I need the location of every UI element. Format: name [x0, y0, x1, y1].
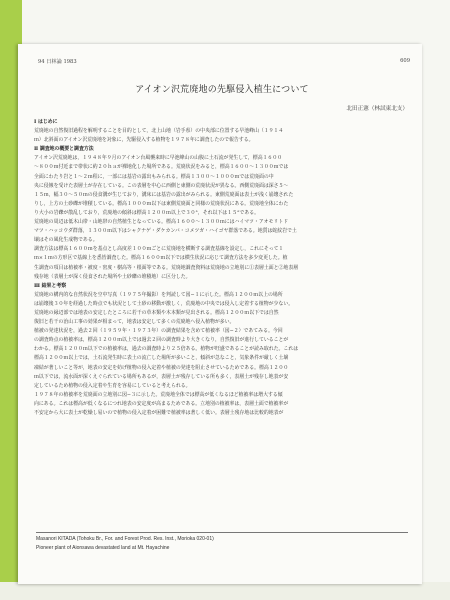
background-surface [0, 582, 450, 600]
journal-reference: 94 日林論 1983 [38, 59, 77, 65]
body-line: 調査方法は標高１６００ｍを基点とし高度差１００ｍごとに荒廃地を横断する調査基線を設定し，これにそって１ [34, 246, 284, 253]
body-line: りし，上方の土砂礫が堆積している。標高１０００ｍ以下は東側荒廃面と同様の荒廃状況にある。荒廃地全体にわた [34, 200, 289, 207]
body-line: アイオン沢荒廃地は，１９４８年９月のアイオン台風襲来時に早池峰山の山腹に土石流が発生して，標高１６００ [34, 155, 283, 162]
body-line: 復旧と若干の治山工事の効果が相まって，地表は安定して多くの荒廃地へ侵入植物が多い。 [34, 319, 235, 326]
body-line: 荒廃地の自然復旧過程を解明することを目的として，北上山地（岩手県）の中央部に位置する早池峰山（１９１４ [34, 128, 284, 135]
footnote-affiliation: Masanori KITADA (Tohoku Br., For. and Forest Prod. Res. Inst., Morioka 020-01) [36, 536, 214, 542]
body-line: Ⅲ 結果と考察 [34, 282, 67, 289]
body-line: 荒廃地の構内的な自然状況を空中写真（１９７５年撮影）を判読して図−１に示した。標高１２００ｍ以上の場所 [34, 291, 283, 298]
footnote-english-title: Pioneer plant of Aionsawa devastated land at Mt. Hayachine [36, 544, 170, 551]
body-line: 荒廃地の縁辺部では地表の安定したところに若干の草本類や木本類が見出される。標高１２００ｍ以下では自然 [34, 309, 279, 316]
body-line: 壌はその風化生成物である。 [34, 237, 98, 244]
body-line: １９７８年の植被率を荒廃面の立地別に図−３に示した。荒廃地全体では標高が低くなるほど植被率は増大する傾 [34, 391, 283, 398]
body-line: 不安定から大に表土が乾燥し易いので植物の侵入定着が困難で植被率は著しく低い。表層土残存地は比較的地表が [34, 410, 284, 416]
body-line: ｍ）北斜面のアイオン沢荒廃地を対象に，先駆侵入する植物を１９７８年に調査したので報告する。 [34, 137, 254, 144]
body-line: 荒廃地の周辺は低木山帯・山地帯の自然植生となっている。標高１６００〜１３００ｍにはハイマツ・アオモリトド [34, 219, 289, 226]
body-line: ｍ以下では，流水面が深くえぐられている場所もあるが，表層土が残存している所も多く，表層土が残存し地表が安 [34, 373, 289, 380]
body-line: の調査時点の植被率は，標高１２００ｍ以上では過去２回の調査時より大きくなり，自然復旧が進行していることが [34, 337, 289, 344]
footnote [36, 535, 408, 552]
body-line: マツ・ハッコウダ群落，１３００ｍ以下はシャクナゲ・ダケカンバ・コメツガ・ハイゴヤ群落である。地質は蛇紋岩で土 [34, 228, 297, 235]
body-line: 〜８００ｍ付近まで帯状に約２０ｈａが裸地化した場所である。荒廃状況をみると，標高１６００〜１３００ｍでは [34, 164, 289, 171]
page-number: 609 [400, 58, 410, 64]
body-line: 残存地（表層土が深く侵食された場所や土砂礫の堆積地）に区分した。 [34, 273, 191, 280]
body-line: り大小の岩礫が散乱しており，荒廃地の傾斜は標高１２００ｍ以上で３０°，それ以下は１５°である。 [34, 209, 259, 216]
body-line: わかる。標高１２００ｍ以下での植被率は，過去の調査時より２５倍ある。植物が旺盛であることが読み取れた。これは [34, 346, 299, 353]
body-line: 標高１２００ｍ以上では，土石流発生時に表土の流亡した場所が多いこと，傾斜が急なこと，気象条件が厳しく土壌 [34, 355, 289, 362]
article-title: アイオン沢荒廃地の先駆侵入植生について [135, 85, 309, 95]
body-line: ｍ×１ｍの方形区で基線上を悉皆調査した。標高１６００ｍ以下では横生状況に応じて調査方法を多少変更した。植 [34, 255, 288, 262]
body-line: 全面にわたり岩と１〜２ｍ程に，一部には基岩の露出もみられる。標高１３００〜１０００ｍでは荒廃面の中 [34, 173, 274, 180]
body-line: 植被の発達状況を，過去２回（１９５９年・１９７３年）の調査結果を含めて植被率（図−２）であてみる。今回 [34, 328, 283, 335]
body-line: 央に侵蝕を受けた表層土が存在している。この表層を中心に西側と東側の荒廃状況が異なる。西側荒廃面は深さ５〜 [34, 182, 289, 189]
body-line: Ⅱ 調査地の概要と調査方法 [34, 146, 94, 153]
page-header [38, 58, 410, 65]
body-line: は崩壊後３０年を経過した時点でも状況として土砂の移動が激しく，荒廃地の中央では侵入し定着する植物が少ない。 [34, 300, 294, 307]
article-body [34, 118, 410, 418]
body-line: 定しているため植物の侵入定着や生育を容易にしていると考えられる。 [34, 382, 191, 389]
body-line: Ⅰ はじめに [34, 119, 58, 125]
body-line: 凍結が著しいこと等が，地表の安定を妨げ植物の侵入定着や植被の発達を阻止させているためである。標高１２００ [34, 364, 289, 371]
article-author: 北田正憲（林試東北支） [346, 106, 408, 112]
body-line: 向にある。これは標高が低くなるにつれ地表の安定度が高まるためである。立地別の植被率は，表層土面で植被率が [34, 400, 289, 407]
footnote-divider [36, 532, 408, 533]
body-line: 生調査の項目は植被率・被度・密度・樹高等・根面等である。荒廃地調査資料は荒廃地の立地別に①表層土面と②地表層 [34, 264, 299, 271]
body-line: １５ｍ，幅３０〜５０ｍの侵食溝が生じており，溝床には基岩の露出がみられる。東側荒廃面は表土が浅く崩壊された [34, 191, 294, 198]
